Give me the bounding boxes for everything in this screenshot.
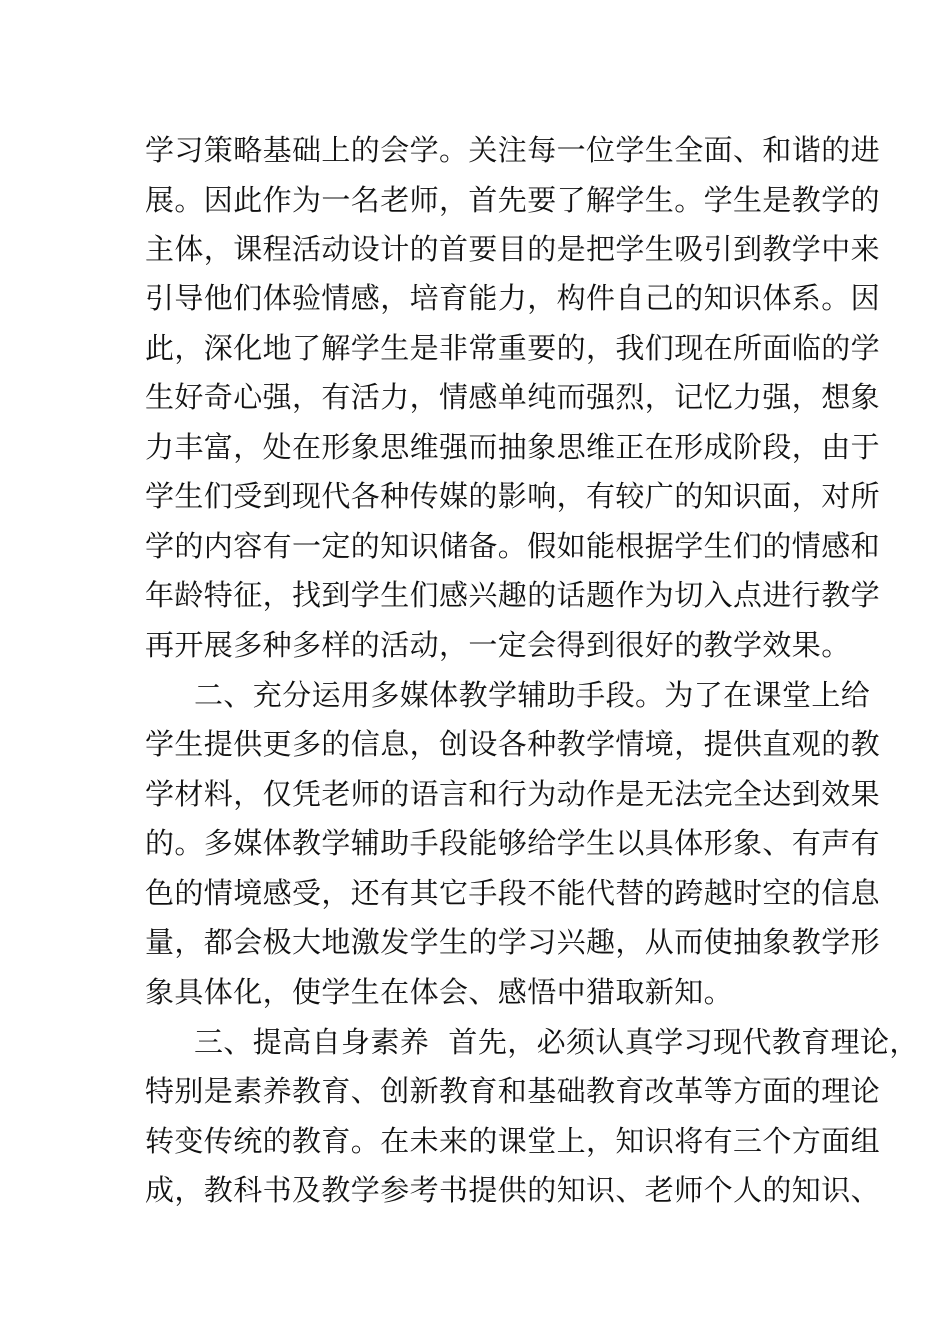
text-line: 特别是素养教育、创新教育和基础教育改革等方面的理论 <box>145 1074 881 1108</box>
text-line: 学习策略基础上的会学。关注每一位学生全面、和谐的进 <box>145 133 881 167</box>
text-line: 量，都会极大地激发学生的学习兴趣，从而使抽象教学形 <box>145 925 881 959</box>
text-line: 年龄特征，找到学生们感兴趣的话题作为切入点进行教学 <box>145 578 881 612</box>
text-line: 引导他们体验情感，培育能力，构件自己的知识体系。因 <box>145 281 881 315</box>
text-line: 此，深化地了解学生是非常重要的，我们现在所面临的学 <box>145 331 881 365</box>
text-line: 再开展多种多样的活动，一定会得到很好的教学效果。 <box>145 628 851 662</box>
text-line: 的。多媒体教学辅助手段能够给学生以具体形象、有声有 <box>145 826 881 860</box>
text-line: 学生提供更多的信息，创设各种教学情境，提供直观的教 <box>145 727 881 761</box>
text-line: 生好奇心强，有活力，情感单纯而强烈，记忆力强，想象 <box>145 380 881 414</box>
paragraph-3-heading-line: 三、提高自身素养 首先，必须认真学习现代教育理论， <box>194 1025 919 1059</box>
paragraph-2-heading-line: 二、充分运用多媒体教学辅助手段。为了在课堂上给 <box>194 678 871 712</box>
text-line: 学的内容有一定的知识储备。假如能根据学生们的情感和 <box>145 529 881 563</box>
text-line: 展。因此作为一名老师，首先要了解学生。学生是教学的 <box>145 183 881 217</box>
text-line: 学生们受到现代各种传媒的影响，有较广的知识面，对所 <box>145 479 881 513</box>
text-line: 色的情境感受，还有其它手段不能代替的跨越时空的信息 <box>145 876 881 910</box>
text-line: 力丰富，处在形象思维强而抽象思维正在形成阶段，由于 <box>145 430 881 464</box>
text-line: 成，教科书及教学参考书提供的知识、老师个人的知识、 <box>145 1173 881 1207</box>
text-line: 象具体化，使学生在体会、感悟中猎取新知。 <box>145 975 734 1009</box>
text-line: 学材料，仅凭老师的语言和行为动作是无法完全达到效果 <box>145 777 881 811</box>
text-line: 转变传统的教育。在未来的课堂上，知识将有三个方面组 <box>145 1124 881 1158</box>
text-line: 主体，课程活动设计的首要目的是把学生吸引到教学中来 <box>145 232 881 266</box>
